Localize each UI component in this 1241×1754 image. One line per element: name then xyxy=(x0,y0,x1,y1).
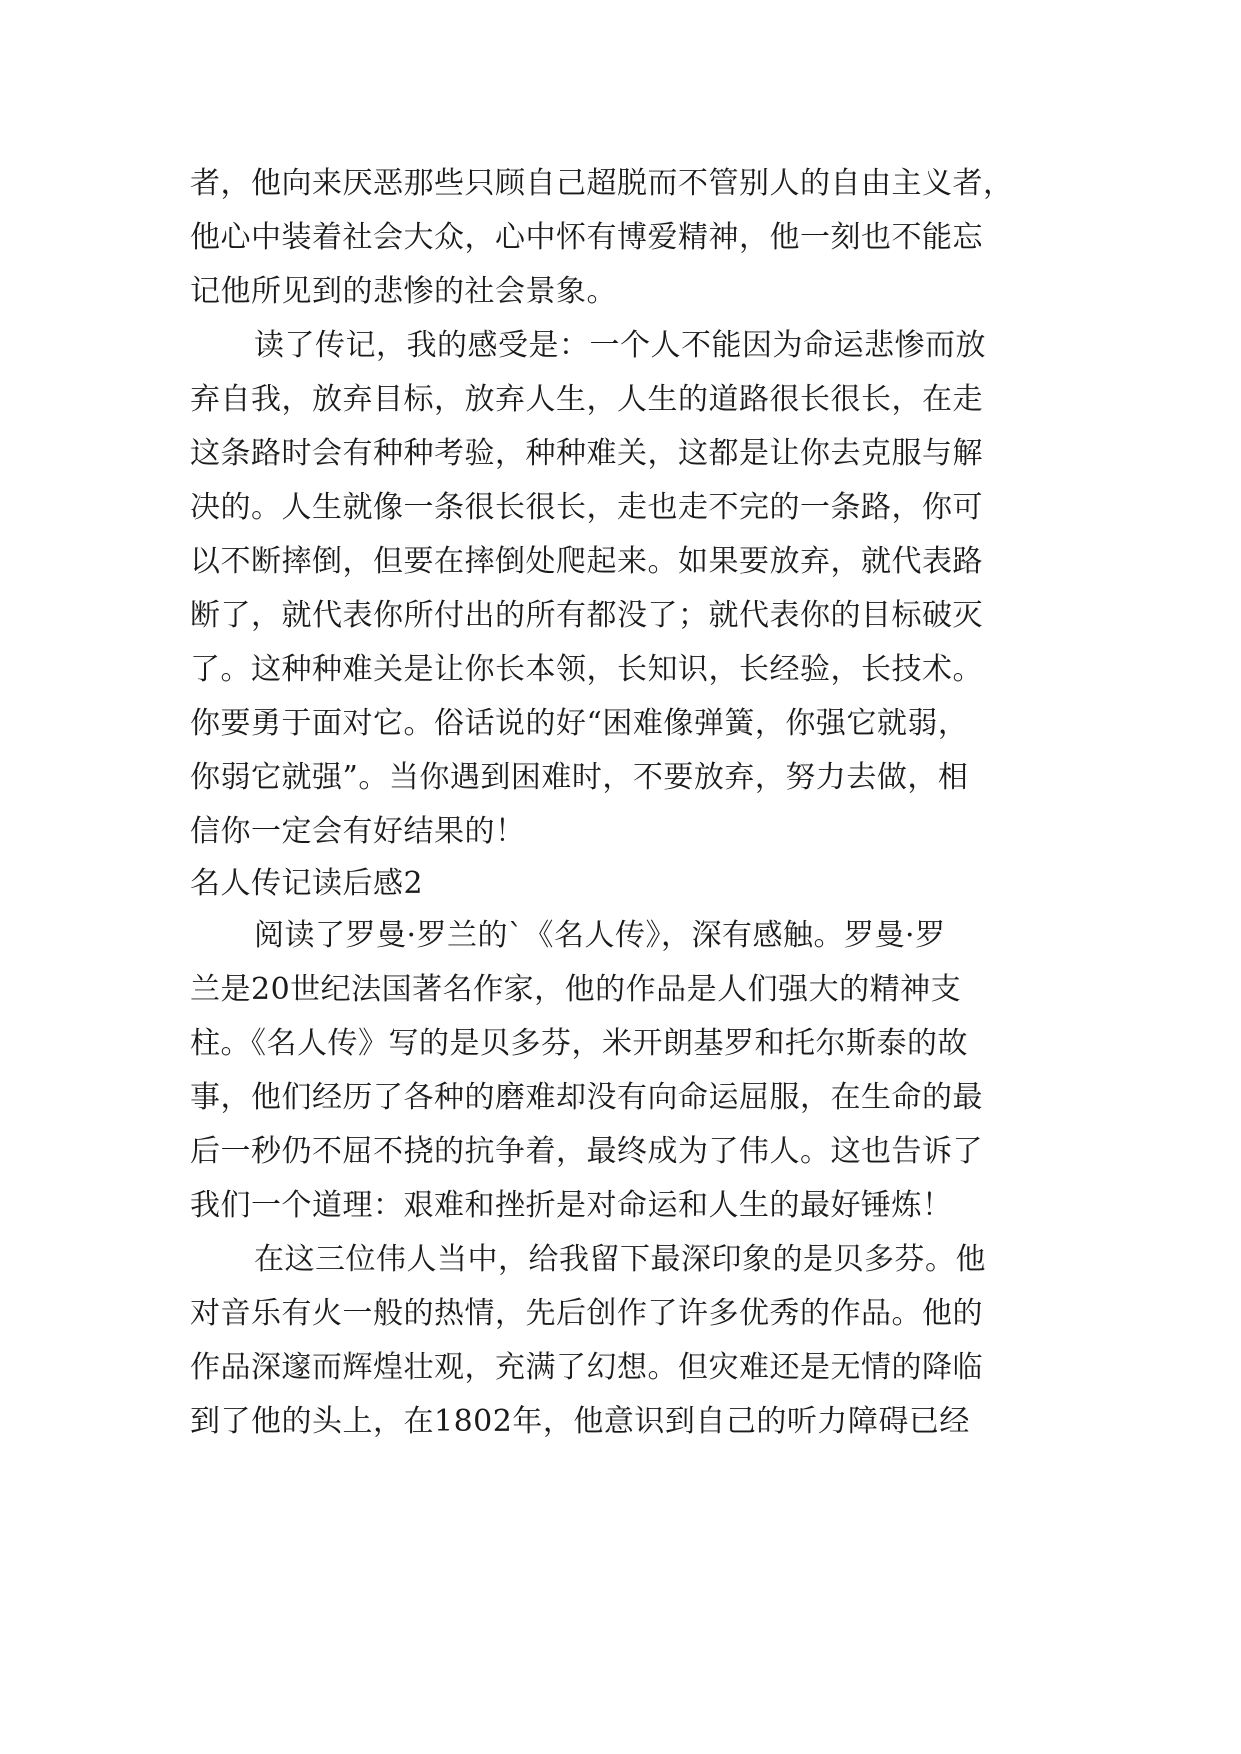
text-line: 你要勇于面对它。俗话说的好“困难像弹簧，你强它就弱， xyxy=(190,706,969,741)
text-line: 信你一定会有好结果的！ xyxy=(190,814,526,849)
text-line: 事，他们经历了各种的磨难却没有向命运屈服，在生命的最 xyxy=(190,1080,983,1115)
text-line: 对音乐有火一般的热情，先后创作了许多优秀的作品。他的 xyxy=(190,1296,983,1331)
text-line: 柱。《名人传》写的是贝多芬，米开朗基罗和托尔斯泰的故 xyxy=(190,1026,968,1061)
text-line: 他心中装着社会大众，心中怀有博爱精神，他一刻也不能忘 xyxy=(190,220,983,255)
text-line: 后一秒仍不屈不挠的抗争着，最终成为了伟人。这也告诉了 xyxy=(190,1134,983,1169)
text-line: 了。这种种难关是让你长本领，长知识，长经验，长技术。 xyxy=(190,652,983,687)
text-line: 以不断摔倒，但要在摔倒处爬起来。如果要放弃，就代表路 xyxy=(190,544,983,579)
text-line: 在这三位伟人当中，给我留下最深印象的是贝多芬。他 xyxy=(254,1242,986,1277)
text-line: 到了他的头上，在1802年，他意识到自己的听力障碍已经 xyxy=(190,1404,970,1439)
paragraph xyxy=(190,909,1080,1233)
document-body xyxy=(190,157,1080,1449)
text-line: 作品深邃而辉煌壮观，充满了幻想。但灾难还是无情的降临 xyxy=(190,1350,983,1385)
paragraph xyxy=(190,157,1080,319)
text-line: 兰是20世纪法国著名作家，他的作品是人们强大的精神支 xyxy=(190,972,962,1007)
text-line: 者，他向来厌恶那些只顾自己超脱而不管别人的自由主义者， xyxy=(190,166,1014,201)
text-line: 断了，就代表你所付出的所有都没了；就代表你的目标破灭 xyxy=(190,598,983,633)
text-line: 这条路时会有种种考验，种种难关，这都是让你去克服与解 xyxy=(190,436,983,471)
text-line: 弃自我，放弃目标，放弃人生，人生的道路很长很长，在走 xyxy=(190,382,983,417)
text-line: 决的。人生就像一条很长很长，走也走不完的一条路，你可 xyxy=(190,490,983,525)
text-line: 记他所见到的悲惨的社会景象。 xyxy=(190,274,617,309)
text-line: 你弱它就强”。当你遇到困难时，不要放弃，努力去做，相 xyxy=(190,760,969,795)
text-line: 阅读了罗曼·罗兰的`《名人传》，深有感触。罗曼·罗 xyxy=(254,918,946,953)
text-line: 我们一个道理：艰难和挫折是对命运和人生的最好锤炼！ xyxy=(190,1188,953,1223)
text-line: 读了传记，我的感受是：一个人不能因为命运悲惨而放 xyxy=(254,328,986,363)
paragraph xyxy=(190,319,1080,859)
section-heading: 名人传记读后感2 xyxy=(190,866,424,901)
paragraph xyxy=(190,1233,1080,1449)
